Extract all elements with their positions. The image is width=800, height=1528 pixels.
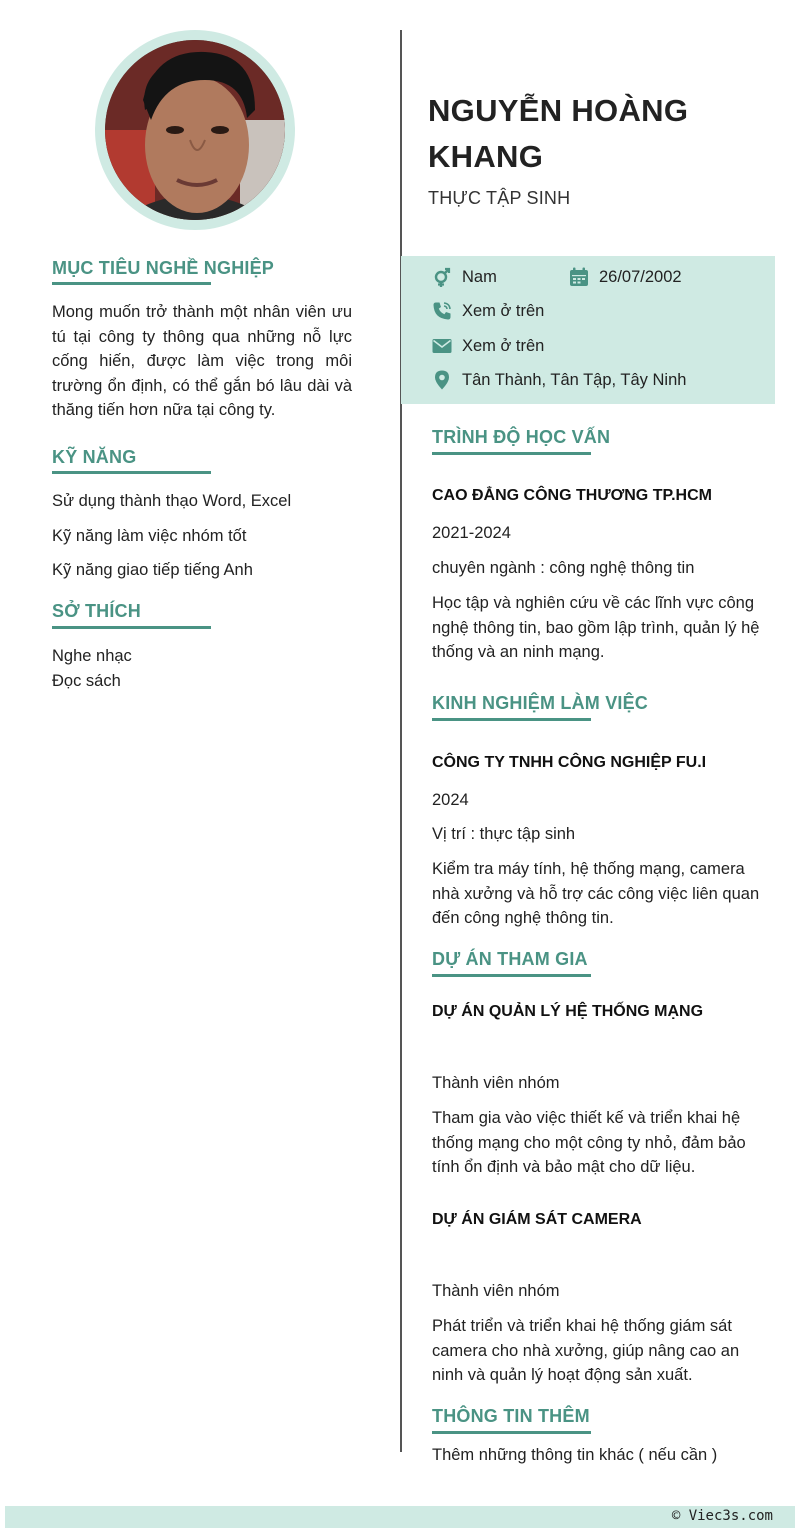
envelope-icon [432,336,452,356]
project-name: DỰ ÁN QUẢN LÝ HỆ THỐNG MẠNG [432,1003,704,1020]
column-divider [400,30,402,1452]
calendar-icon [569,267,589,287]
education-period: 2021-2024 [432,524,511,542]
address-row [432,370,686,390]
skills-underline [52,471,211,474]
skill-item: Kỹ năng làm việc nhóm tốt [52,527,247,545]
additional-text: Thêm những thông tin khác ( nếu cần ) [432,1446,718,1464]
projects-title: DỰ ÁN THAM GIA [432,949,588,969]
project-role: Thành viên nhóm [432,1282,560,1300]
phone-row [432,301,544,321]
gender-value: Nam [462,267,497,286]
education-description: Học tập và nghiên cứu về các lĩnh vực công nghệ thông tin, bao gồm lập trình, quản lý hệ thống và an ninh mạng. [432,594,760,662]
skills-title: KỸ NĂNG [52,447,137,467]
education-title: TRÌNH ĐỘ HỌC VẤN [432,427,611,447]
email-value: Xem ở trên [462,336,545,355]
additional-underline [432,1431,591,1434]
footer-credit: © Viec3s.com [671,1508,773,1524]
experience-role: Vị trí : thực tập sinh [432,825,576,843]
education-school: CAO ĐẲNG CÔNG THƯƠNG TP.HCM [432,487,712,504]
experience-description: Kiểm tra máy tính, hệ thống mạng, camera nhà xưởng và hỗ trợ các công việc liên quan đến công nghệ thông tin. [432,860,760,928]
phone-value: Xem ở trên [462,301,545,320]
hobby-item: Đọc sách [52,672,121,690]
objective-underline [52,282,211,285]
birthday-value: 26/07/2002 [599,267,682,286]
project-role: Thành viên nhóm [432,1074,560,1092]
experience-underline [432,718,591,721]
hobby-item: Nghe nhạc [52,647,132,665]
birthday-row [569,267,682,287]
candidate-position: THỰC TẬP SINH [428,188,571,208]
education-major: chuyên ngành : công nghệ thông tin [432,559,695,577]
education-underline [432,452,591,455]
project-description: Tham gia vào việc thiết kế và triển khai hệ thống mạng cho một công ty nhỏ, đảm bảo tính ổn định và bảo mật cho dữ liệu. [432,1109,746,1177]
skill-item: Kỹ năng giao tiếp tiếng Anh [52,561,253,579]
objective-text: Mong muốn trở thành một nhân viên ưu tú tại công ty thông qua những nỗ lực cống hiến, được làm việc trong môi trường ổn định, có thể gắn bó lâu dài và thăng tiến hơn nữa tại công ty. [52,303,352,420]
project-description: Phát triển và triển khai hệ thống giám sát camera cho nhà xưởng, giúp nâng cao an ninh và quản lý hoạt động sản xuất. [432,1317,740,1385]
projects-underline [432,974,591,977]
additional-title: THÔNG TIN THÊM [432,1406,590,1426]
objective-title: MỤC TIÊU NGHỀ NGHIỆP [52,258,275,278]
email-row [432,336,544,356]
avatar-frame [95,30,295,230]
experience-title: KINH NGHIỆM LÀM VIỆC [432,693,649,713]
experience-company: CÔNG TY TNHH CÔNG NGHIỆP FU.I [432,754,707,771]
hobbies-underline [52,626,211,629]
avatar [105,40,285,220]
avatar-photo [105,40,285,220]
hobbies-title: SỞ THÍCH [52,601,141,621]
gender-icon [432,267,452,287]
phone-icon [432,301,452,321]
candidate-name: NGUYỄN HOÀNG KHANG [428,93,689,174]
address-value: Tân Thành, Tân Tập, Tây Ninh [462,370,687,389]
gender-row [432,267,497,287]
skill-item: Sử dụng thành thạo Word, Excel [52,492,292,510]
experience-period: 2024 [432,791,469,809]
map-pin-icon [432,370,452,390]
footer-bar [5,1506,795,1528]
project-name: DỰ ÁN GIÁM SÁT CAMERA [432,1211,642,1228]
